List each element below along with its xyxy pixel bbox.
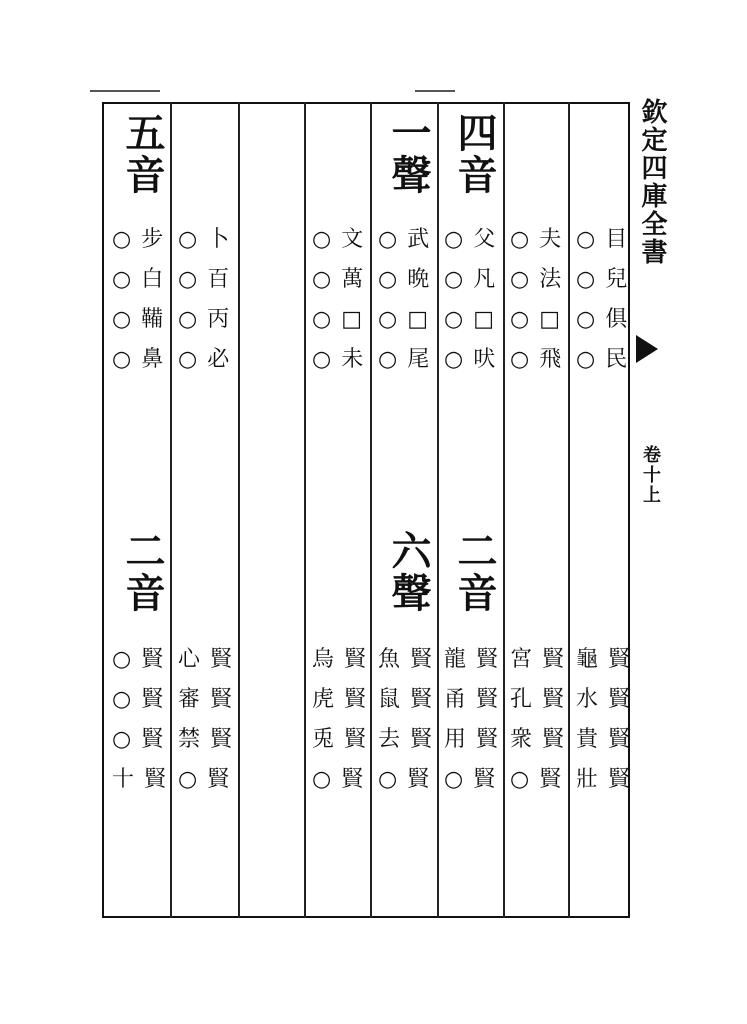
page-frame xyxy=(102,102,630,918)
section-heading: 二音 xyxy=(451,530,498,614)
text-cell: ○□ xyxy=(312,307,372,332)
text-cell: ○凡 xyxy=(444,267,506,292)
column-rule xyxy=(503,102,505,918)
text-cell: ○法 xyxy=(510,267,572,292)
text-cell: ○□ xyxy=(378,307,438,332)
section-heading: 二音 xyxy=(119,530,166,614)
text-cell: 壯賢 xyxy=(576,767,641,792)
text-cell: 去賢 xyxy=(378,727,443,752)
column-rule xyxy=(568,102,570,918)
column-rule xyxy=(437,102,439,918)
text-cell: ○賢 xyxy=(112,687,174,712)
text-cell: ○飛 xyxy=(510,347,572,372)
text-cell: 審賢 xyxy=(178,687,243,712)
column-rule xyxy=(170,102,172,918)
text-cell: ○兒 xyxy=(576,267,638,292)
text-cell: ○賢 xyxy=(510,767,572,792)
text-cell: ○賢 xyxy=(378,767,440,792)
section-heading: 五音 xyxy=(119,112,166,196)
text-cell: 用賢 xyxy=(444,727,509,752)
text-cell: ○夫 xyxy=(510,227,572,252)
text-cell: 龜賢 xyxy=(576,647,641,672)
text-cell: 鼠賢 xyxy=(378,687,443,712)
column-rule xyxy=(238,102,240,918)
text-cell: ○步 xyxy=(112,227,174,252)
text-cell: ○賢 xyxy=(112,727,174,752)
text-cell: ○鞴 xyxy=(112,307,174,332)
text-cell: 魚賢 xyxy=(378,647,443,672)
text-cell: ○賢 xyxy=(312,767,374,792)
column-rule xyxy=(370,102,372,918)
text-cell: ○賢 xyxy=(444,767,506,792)
text-cell: ○鼻 xyxy=(112,347,174,372)
text-cell: ○賢 xyxy=(112,647,174,672)
fishtail-mark xyxy=(636,335,658,363)
text-cell: ○武 xyxy=(378,227,440,252)
text-cell: ○目 xyxy=(576,227,638,252)
text-cell: ○白 xyxy=(112,267,174,292)
text-cell: 禁賢 xyxy=(178,727,243,752)
text-cell: ○卜 xyxy=(178,227,240,252)
column-rule xyxy=(304,102,306,918)
section-heading: 四音 xyxy=(451,112,498,196)
text-cell: 水賢 xyxy=(576,687,641,712)
text-cell: ○民 xyxy=(576,347,638,372)
text-cell: ○父 xyxy=(444,227,506,252)
text-cell: ○吠 xyxy=(444,347,506,372)
text-cell: ○□ xyxy=(510,307,570,332)
volume-label: 卷十上 xyxy=(640,445,661,505)
text-cell: ○萬 xyxy=(312,267,374,292)
text-cell: ○未 xyxy=(312,347,374,372)
text-cell: 衆賢 xyxy=(510,727,575,752)
text-cell: 烏賢 xyxy=(312,647,377,672)
text-cell: ○必 xyxy=(178,347,240,372)
text-cell: 宮賢 xyxy=(510,647,575,672)
section-heading: 一聲 xyxy=(385,112,432,196)
text-cell: ○丙 xyxy=(178,307,240,332)
text-cell: 甬賢 xyxy=(444,687,509,712)
text-cell: 虎賢 xyxy=(312,687,377,712)
section-heading: 六聲 xyxy=(385,530,432,614)
text-cell: ○百 xyxy=(178,267,240,292)
page-edge-mark xyxy=(415,90,455,92)
text-cell: 貴賢 xyxy=(576,727,641,752)
text-cell: ○尾 xyxy=(378,347,440,372)
text-cell: ○俱 xyxy=(576,307,638,332)
page-edge-mark xyxy=(90,90,160,92)
text-cell: 十賢 xyxy=(112,767,177,792)
book-title: 欽定四庫全書 xyxy=(637,98,667,266)
text-cell: 兎賢 xyxy=(312,727,377,752)
text-cell: ○文 xyxy=(312,227,374,252)
text-cell: 心賢 xyxy=(178,647,243,672)
text-cell: 孔賢 xyxy=(510,687,575,712)
text-cell: ○晩 xyxy=(378,267,440,292)
text-cell: 龍賢 xyxy=(444,647,509,672)
text-cell: ○賢 xyxy=(178,767,240,792)
text-cell: ○□ xyxy=(444,307,504,332)
